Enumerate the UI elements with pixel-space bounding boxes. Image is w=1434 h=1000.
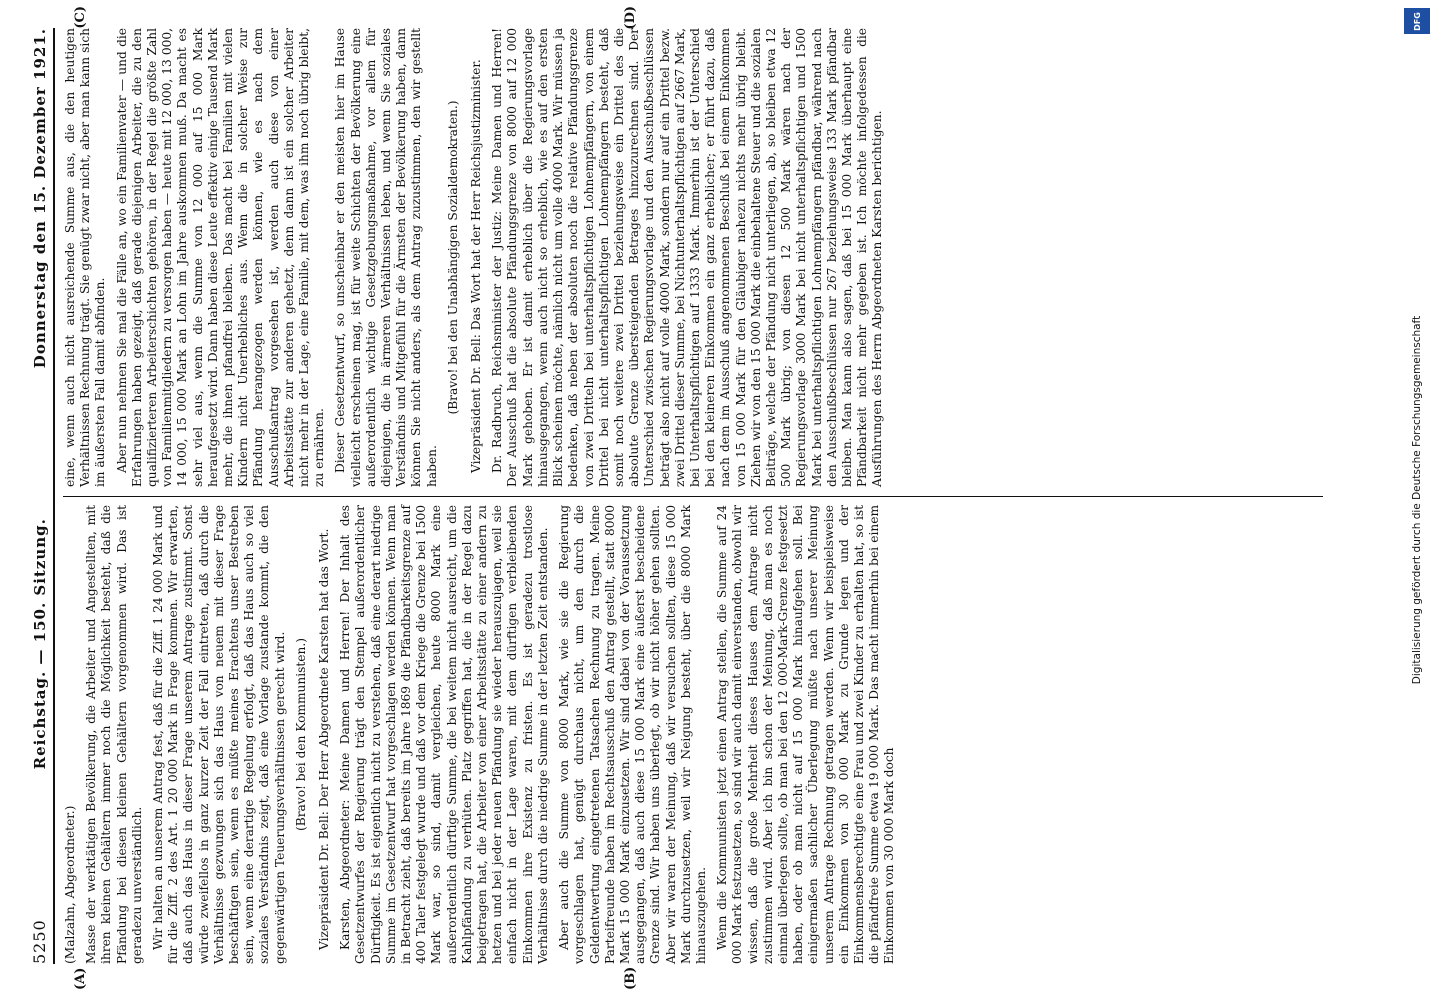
margin-marker-a: (A) xyxy=(73,967,88,990)
paragraph: Aber nun nehmen Sie mal die Fälle an, wo ein Familienvater — und die Erfahrungen haben gezeigt, daß gerade diejenigen Arbeiter, die zu den qualifizierteren Arbeiterschichten gehören, in der Regel die größte Zahl von Familienmitgliedern zu versorgen haben — heute mit 12 000, 13 000, 14 000, 15 000 Mark an Lohn im Jahre auskommen muß. Da macht es sehr viel aus, wenn die Summe von 12 000 auf 15 000 Mark heraufgesetzt wird. Dann haben diese Leute effektiv einige Tausend Mark mehr, die ihnen pfandfrei bleiben. Das macht bei Familien mit vielen Kindern nicht Unerhebliches aus. Wenn die in solcher Weise zur Pfändung herangezogen werden können, wie es nach dem Ausschußantrag vorgesehen ist, werden auch diese von einer Arbeitsstätte zur anderen gehetzt, denn dann ist ein solcher Arbeiter nicht mehr in der Lage, eine Familie, mit dem, was ihm noch übrig bleibt, zu ernähren. xyxy=(114,28,327,487)
header-left-title: Reichstag. — 150. Sitzung. xyxy=(31,518,49,770)
paragraph: Karsten, Abgeordneter: Meine Damen und Herren! Der Inhalt des Gesetzentwurfes der Regierung trägt den Stempel außerordentlicher Dürftigkeit. Es ist eigentlich nicht zu verstehen, daß eine derart niedrige Summe im Gesetzentwurf hat vorgeschlagen werden können. Wenn man in Betracht zieht, daß bereits im Jahre 1869 die Pfändbarkeitsgrenze auf 400 Taler festgelegt wurde und daß vor dem Kriege die Grenze bei 1500 Mark war, so sind, damit vergleichen, heute 8000 Mark eine außerordentlich dürftige Summe, die bei weitem nicht ausreicht, um die Kahlpfändung zu verhüten. Platz gegriffen hat, die in der Regel dazu beigetragen hat, die Arbeiter von einer Arbeitsstätte zu einer andern zu hetzen und bei jeder neuen Pfändung sie wieder herauszujagen, weil sie einfach nicht in der Lage waren, mit dem dürftigen verbleibenden Einkommen ihre Existenz zu fristen. Es ist geradezu trostlose Verhältnisse durch die niedrige Summe in der letzten Zeit entstanden. xyxy=(338,505,550,964)
digitization-credit-text: Digitalisierung gefördert durch die Deutsche Forschungsgemeinschaft xyxy=(1411,315,1424,685)
right-column xyxy=(63,6,1323,487)
left-column xyxy=(63,505,1323,990)
margin-marker-c: (C) xyxy=(73,6,88,29)
dfg-logo: DFG xyxy=(1404,8,1430,34)
page-number: 5250 xyxy=(30,919,49,964)
paragraph: Wenn die Kommunisten jetzt einen Antrag stellen, die Summe auf 24 000 Mark festzusetzen, so sind wir auch damit einverstanden, obwohl wir wissen, daß die große Mehrheit dieses Hauses dem Antrage nicht zustimmen wird. Aber ich bin schon der Meinung, daß man es noch einmal überlegen sollte, ob man bei den 12 000-Mark-Grenze festgesetzt haben, oder ob man nicht auf 15 000 Mark hinaufgehen soll. Bei einigermaßen sachlicher Überlegung müßte nach unserer Meinung unserem Antrage Rechnung getragen werden. Wenn wir beispielsweise ein Einkommen von 30 000 Mark zu Grunde legen und der Einkommensberechtigte eine Frau und zwei Kinder zu erhalten hat, so ist die pfändfreie Summe etwa 19 000 Mark. Das macht immerhin bei einem Einkommen von 30 000 Mark doch xyxy=(715,505,897,964)
paragraph: Dieser Gesetzentwurf, so unscheinbar er den meisten hier im Hause vielleicht erscheinen mag, ist für weite Schichten der Bevölkerung eine außerordentlich wichtige Gesetzgebungsmaßnahme, vor allem für diejenigen, die in ärmeren Verhältnissen leben, und wenn Sie soziales Verständnis und Mitgefühl für die Ärmsten der Bevölkerung haben, dann können Sie nicht anders, als dem Antrag zuzustimmen, den wir gestellt haben. xyxy=(333,28,439,487)
applause-note: (Bravo! bei den Kommunisten.) xyxy=(293,638,308,831)
speaker-reference: (Malzahn, Abgeordneter.) xyxy=(63,805,77,964)
digitization-credit xyxy=(1406,0,1428,1000)
header-right-title: Donnerstag den 15. Dezember 1921. xyxy=(31,28,49,369)
vice-president-remark: Vizepräsident Dr. Bell: Das Wort hat der Herr Reichsjustizminister. xyxy=(469,59,484,473)
paragraph: Aber auch die Summe von 8000 Mark, wie sie die Regierung vorgeschlagen hat, genügt durchaus nicht, um den durch die Geldentwertung eingetretenen Tatsachen Rechnung zu tragen. Meine Parteifreunde haben im Rechtsausschuß den Antrag gestellt, statt 8000 Mark 15 000 Mark einzusetzen. Wir sind dabei von der Voraussetzung ausgegangen, daß auch diese 15 000 Mark eine äußerst bescheidene Grenze sind. Wir haben uns überlegt, ob wir nicht höher gehen sollten. Aber wir waren der Meinung, daß wir versuchen sollten, diese 15 000 Mark durchzusetzen, weil wir Neigung besteht, über die 8000 Mark hinauszugehen. xyxy=(557,505,708,964)
margin-marker-b: (B) xyxy=(623,966,638,990)
paragraph: Masse der werktätigen Bevölkerung, die Arbeiter und Angestellten, mit ihren kleinen Gehältern immer noch die Möglichkeit besteht, daß die Pfändung bei diesen kleinen Gehältern vorgenommen wird. Das ist geradezu unverständlich. xyxy=(84,505,144,964)
applause-note: (Bravo! bei den Unabhängigen Sozialdemokraten.) xyxy=(445,100,460,415)
margin-marker-d: (D) xyxy=(623,6,638,30)
paragraph: Wir halten an unserem Antrag fest, daß für die Ziff. 1 24 000 Mark und für die Ziff. 2 des Art. 1 20 000 Mark in Frage kommen. Wir erwarten, daß auch das Haus in dieser Frage unserem Antrage zustimmt. Sonst würde zweifellos in ganz kurzer Zeit der Fall eintreten, daß durch die Verhältnisse gezwungen sich das Haus von neuem mit dieser Frage beschäftigen sein, wenn es müßte meines Erachtens unser Bestreben sein, wenn eine derartige Regelung erfolgt, daß das Haus auch so viel soziales Verständnis zeigt, daß eine Vorlage zustande kommt, die den gegenwärtigen Teuerungsverhältnissen gerecht wird. xyxy=(151,505,287,964)
page-header xyxy=(30,28,55,964)
vice-president-remark: Vizepräsident Dr. Bell: Der Herr Abgeordnete Karsten hat das Wort. xyxy=(317,528,332,950)
paragraph: Dr. Radbruch, Reichsminister der Justiz: Meine Damen und Herren! Der Ausschuß hat die absolute Pfändungsgrenze von 8000 auf 12 000 Mark gehoben. Er ist damit erheblich über die Regierungsvorlage hinausgegangen, wenn auch nicht so erheblich, wie es auf den ersten Blick scheinen möchte, nämlich nicht um volle 4000 Mark. Wir müssen ja bedenken, daß neben der absoluten noch die relative Pfändungsgrenze von zwei Dritteln bei unterhaltspflichtigen Lohnempfängern, von einem Drittel bei nicht unterhaltspflichtigen Lohnempfängern besteht, daß somit noch weitere zwei Drittel beziehungsweise ein Drittel des die absolute Grenze übersteigenden Betrages hinzuzurechnen sind. Der Unterschied zwischen Regierungsvorlage und den Ausschußbeschlüssen beträgt also nicht auf volle 4000 Mark, sondern nur auf ein Drittel bezw. zwei Drittel dieser Summe, bei Nichtunterhaltspflichtigen auf 2667 Mark, bei Unterhaltspflichtigen auf 1333 Mark. Immerhin ist der Unterschied bei den kleineren Einkommen ein ganz erheblicher; er führt dazu, daß nach dem im Ausschuß angenommenen Beschluß bei einem Einkommen von 15 000 Mark für den Gläubiger nahezu nichts mehr übrig bleibt. Ziehen wir von den 15 000 Mark die einbehaltene Steuer und die sozialen Beiträge, welche der Pfändung nicht unterliegen, ab, so bleiben etwa 12 500 Mark übrig; von diesen 12 500 Mark wären nach der Regierungsvorlage 3000 Mark bei nicht unterhaltspflichtigen und 1500 Mark bei unterhaltspflichtigen Lohnempfängern pfändbar, während nach den Ausschußbeschlüssen nur 267 beziehungsweise 133 Mark pfändbar bleiben. Man kann also sagen, daß bei 15 000 Mark überhaupt eine Pfändbarkeit nicht mehr gegeben ist. Ich möchte infolgedessen die Ausführungen des Herrn Abgeordneten Karsten berichtigen. xyxy=(490,28,885,487)
paragraph: eine, wenn auch nicht ausreichende Summe aus, die den heutigen Verhältnissen Rechnung trägt. Sie genügt zwar nicht, aber man kann sich im äußersten Fall damit abfinden. xyxy=(63,28,108,487)
